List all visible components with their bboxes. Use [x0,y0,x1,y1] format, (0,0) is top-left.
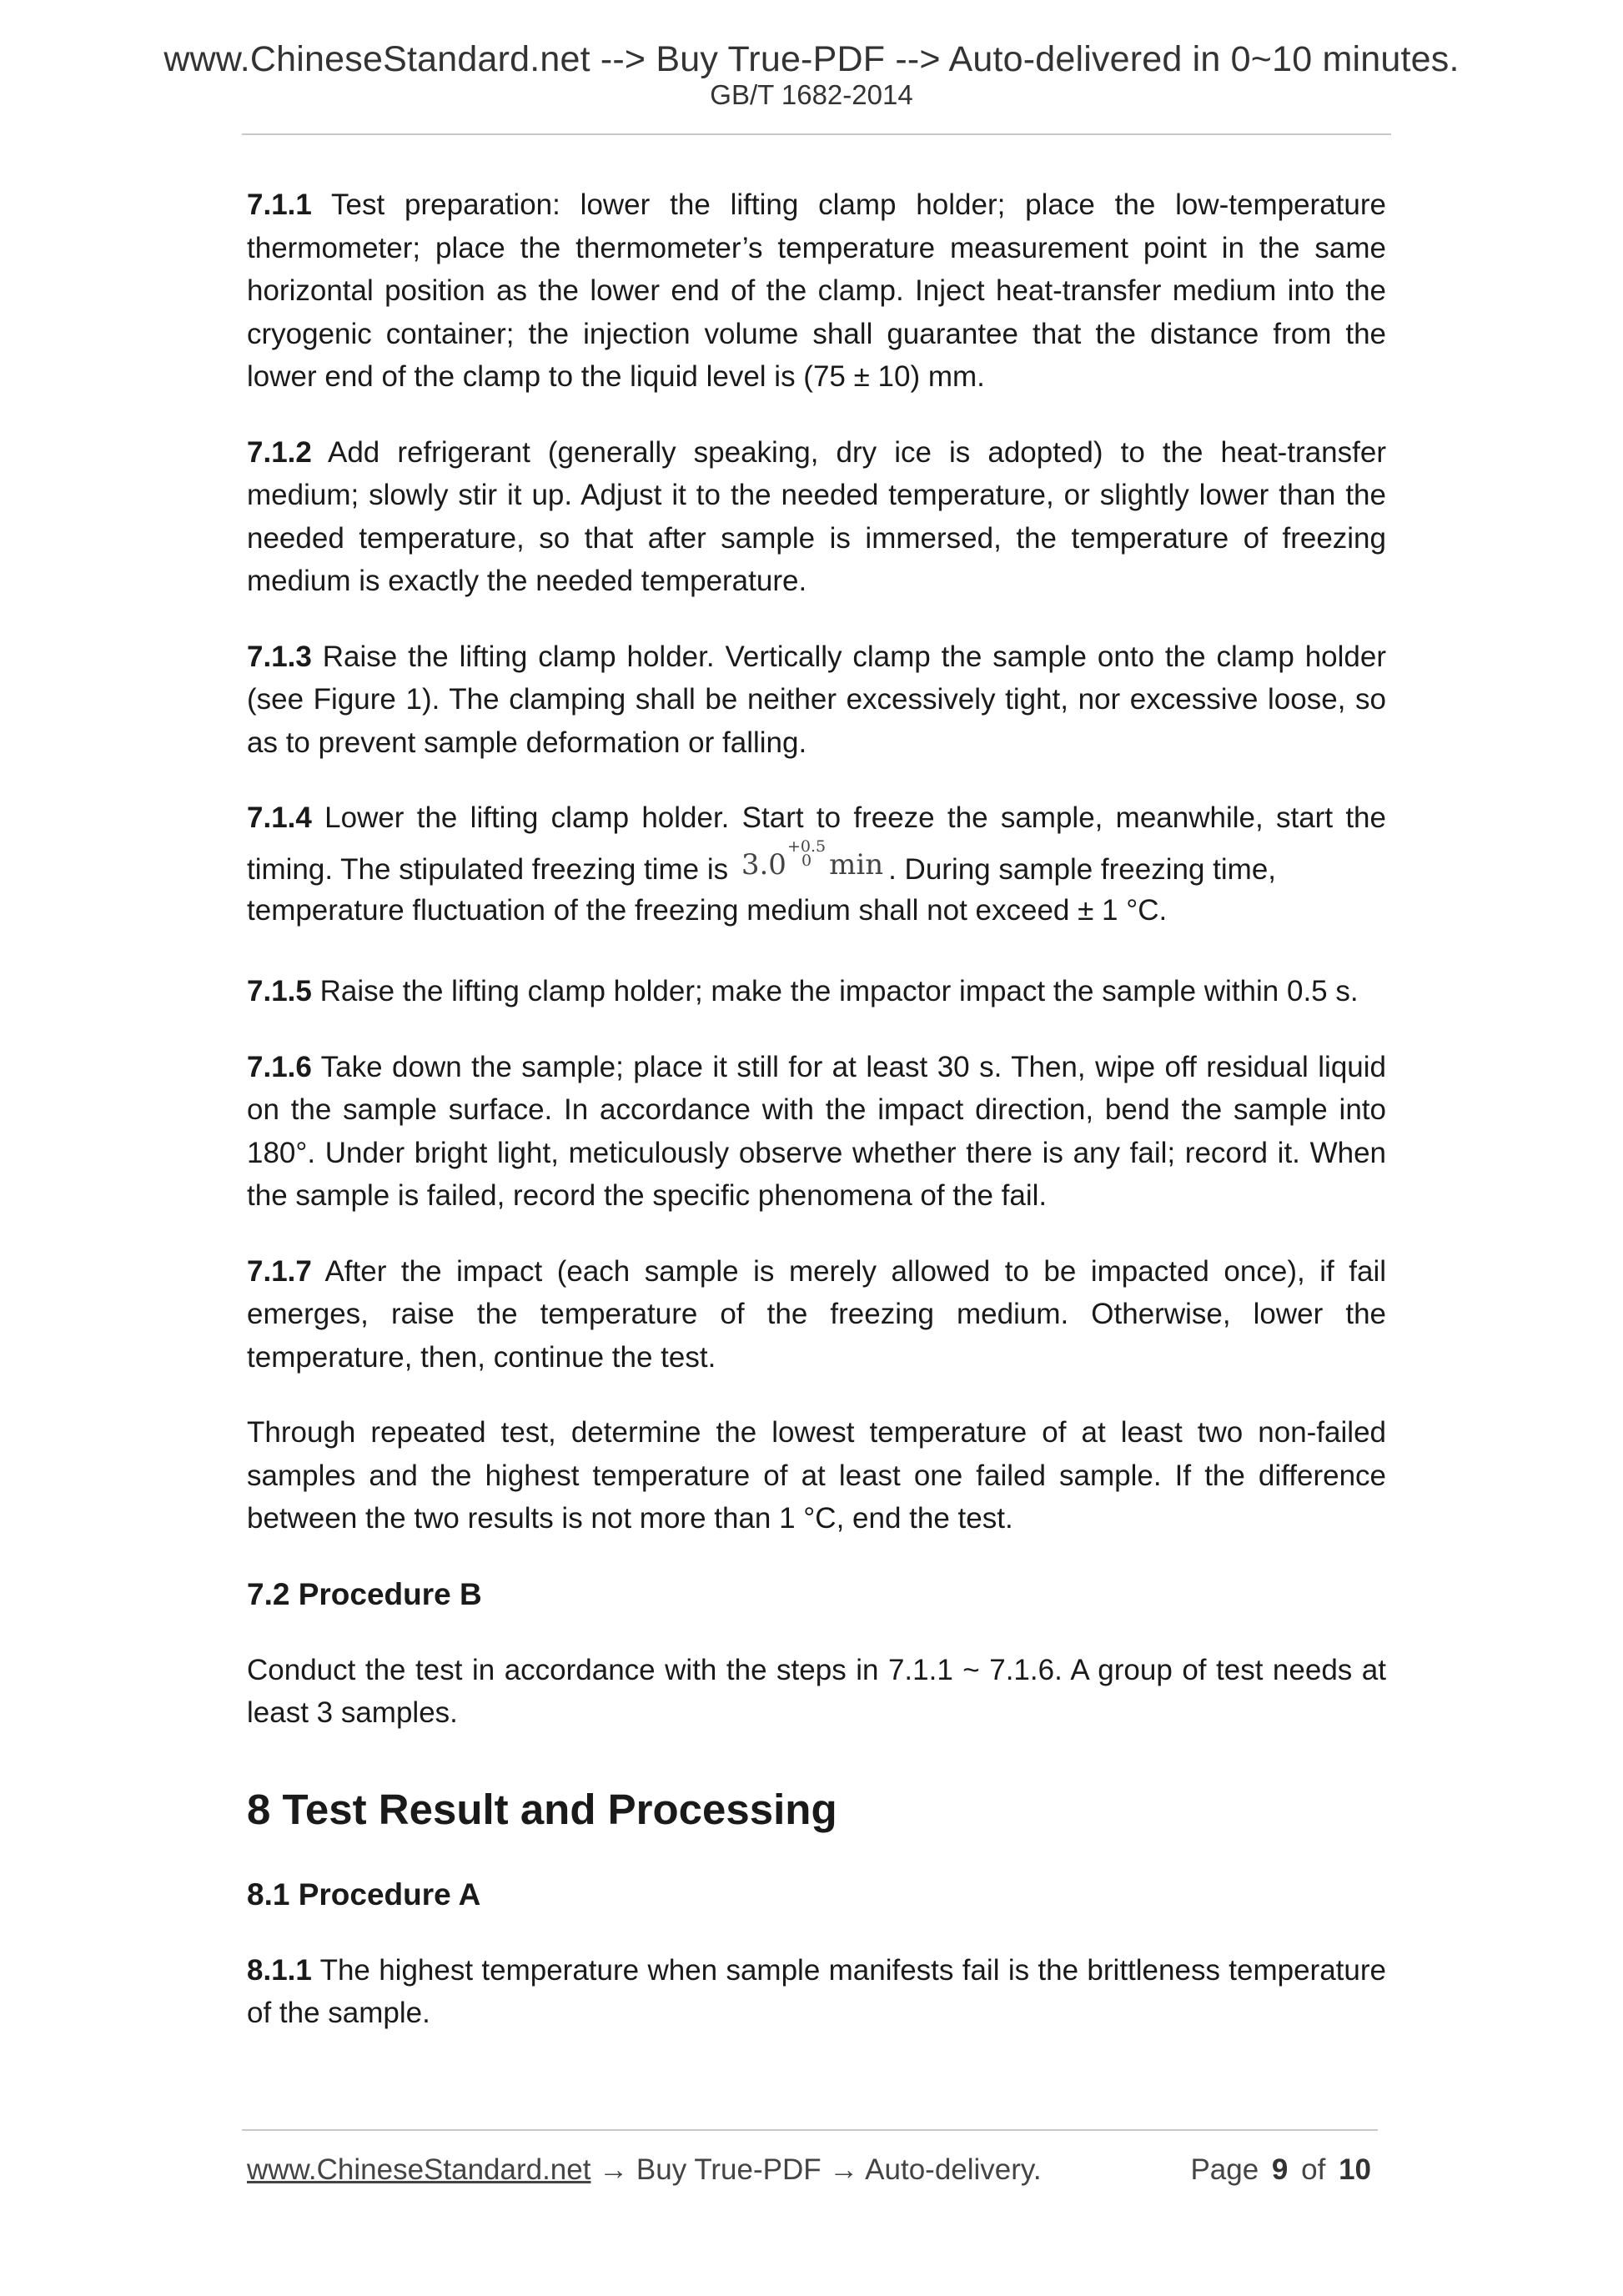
clause-text: After the impact (each sample is merely allowed to be impacted once), if fail emerges, raise the temperature of the freezing medium. Otherwise, lower the temperature, then, continue the test. [247,1254,1386,1374]
heading-section-8: 8 Test Result and Processing [247,1785,837,1833]
clause-text: Raise the lifting clamp holder. Vertically clamp the sample onto the clamp holder (see Figure 1). The clamping shall be neither excessively tight, nor excessive loose, so as to prevent sample deformation or falling. [247,640,1386,759]
clause-7-1-4 [247,796,1386,891]
formula-base: 3.0 [741,847,786,882]
clause-text: Add refrigerant (generally speaking, dry ice is adopted) to the heat-transfer medium; slowly stir it up. Adjust it to the needed temperature, or slightly lower than the needed temperature, so that after sample is immersed, the temperature of freezing medium is exactly the needed temperature. [247,435,1386,597]
clause-text: Take down the sample; place it still for at least 30 s. Then, wipe off residual liquid on the sample surface. In accordance with the impact direction, bend the sample into 180°. Under bright light, meticulously observe whether there is any fail; record it. When the sample is failed, record the specific phenomena of the fail. [247,1050,1386,1212]
heading-7-2: 7.2 Procedure B [247,1576,482,1611]
clause-number: 7.1.7 [247,1254,312,1288]
of-label: of [1301,2153,1326,2186]
document-id: GB/T 1682-2014 [710,79,913,110]
formula-unit: min [829,847,884,882]
clause-number: 7.1.5 [247,975,312,1007]
formula-lower-tolerance: 0 [801,851,812,870]
footer-promo [247,2149,1042,2191]
page-number: 9 [1271,2153,1289,2186]
clause-7-1-7 [247,1250,1386,1379]
clause-number: 7.1.1 [247,188,312,221]
footer-promo-text: → Buy True-PDF → Auto-delivery. [590,2153,1042,2186]
clause-text: Lower the lifting clamp holder. Start to freeze the sample, meanwhile, start the timing. The stipulated freezing time is [247,801,1386,886]
page-label: Page [1190,2153,1259,2186]
clause-7-1-5 [247,970,1386,1013]
clause-7-1-4-line2 [247,884,1386,937]
clause-text: Raise the lifting clamp holder; make the impactor impact the sample within 0.5 s. [311,975,1359,1007]
page-footer [247,2149,1376,2191]
clause-number: 7.1.3 [247,640,312,673]
clause-text: The highest temperature when sample manifests fail is the brittleness temperature of the sample. [247,1953,1386,2029]
page-total: 10 [1339,2153,1371,2186]
clause-number: 8.1.1 [247,1953,312,1987]
clause-7-1-6 [247,1046,1386,1218]
footer-site-link[interactable]: www.ChineseStandard.net [247,2153,591,2186]
clause-text: temperature fluctuation of the freezing medium shall not exceed ± 1 °C. [247,894,1168,927]
clause-7-1-2 [247,431,1386,603]
page-indicator [1190,2149,1376,2191]
clause-8-1-1 [247,1949,1386,2035]
formula-upper-tolerance: +0.5 [786,837,827,856]
page-content [247,183,1386,2067]
clause-7-1-3 [247,636,1386,765]
clause-text: Test preparation: lower the lifting clamp holder; place the low-temperature thermometer; place the thermometer’s temperature measurement point in the same horizontal position as the lower end of the clamp. Inject heat-transfer medium into the cryogenic container; the injection volume shall guarantee that the distance from the lower end of the clamp to the liquid level is (75 ± 10) mm. [247,188,1386,393]
clause-number: 7.1.2 [247,435,312,469]
repeated-test-paragraph: Through repeated test, determine the lowest temperature of at least two non-failed samples and the highest temperature of at least one failed sample. If the difference between the two results is not more than 1 °C, end the test. [247,1416,1386,1535]
clause-number: 7.1.4 [247,801,312,834]
formula-tolerance [786,837,827,870]
site-banner: www.ChineseStandard.net --> Buy True-PDF --> Auto-delivered in 0~10 minutes. [163,39,1460,79]
clause-7-1-1 [247,183,1386,399]
footer-divider [242,2129,1378,2131]
heading-8-1: 8.1 Procedure A [247,1876,481,1912]
header-divider [242,133,1391,135]
clause-number: 7.1.6 [247,1050,312,1083]
procedure-b-paragraph: Conduct the test in accordance with the steps in 7.1.1 ~ 7.1.6. A group of test needs at least 3 samples. [247,1653,1386,1729]
freezing-time-formula [736,837,888,887]
clause-text-continued: . During sample freezing time, [888,852,1277,886]
